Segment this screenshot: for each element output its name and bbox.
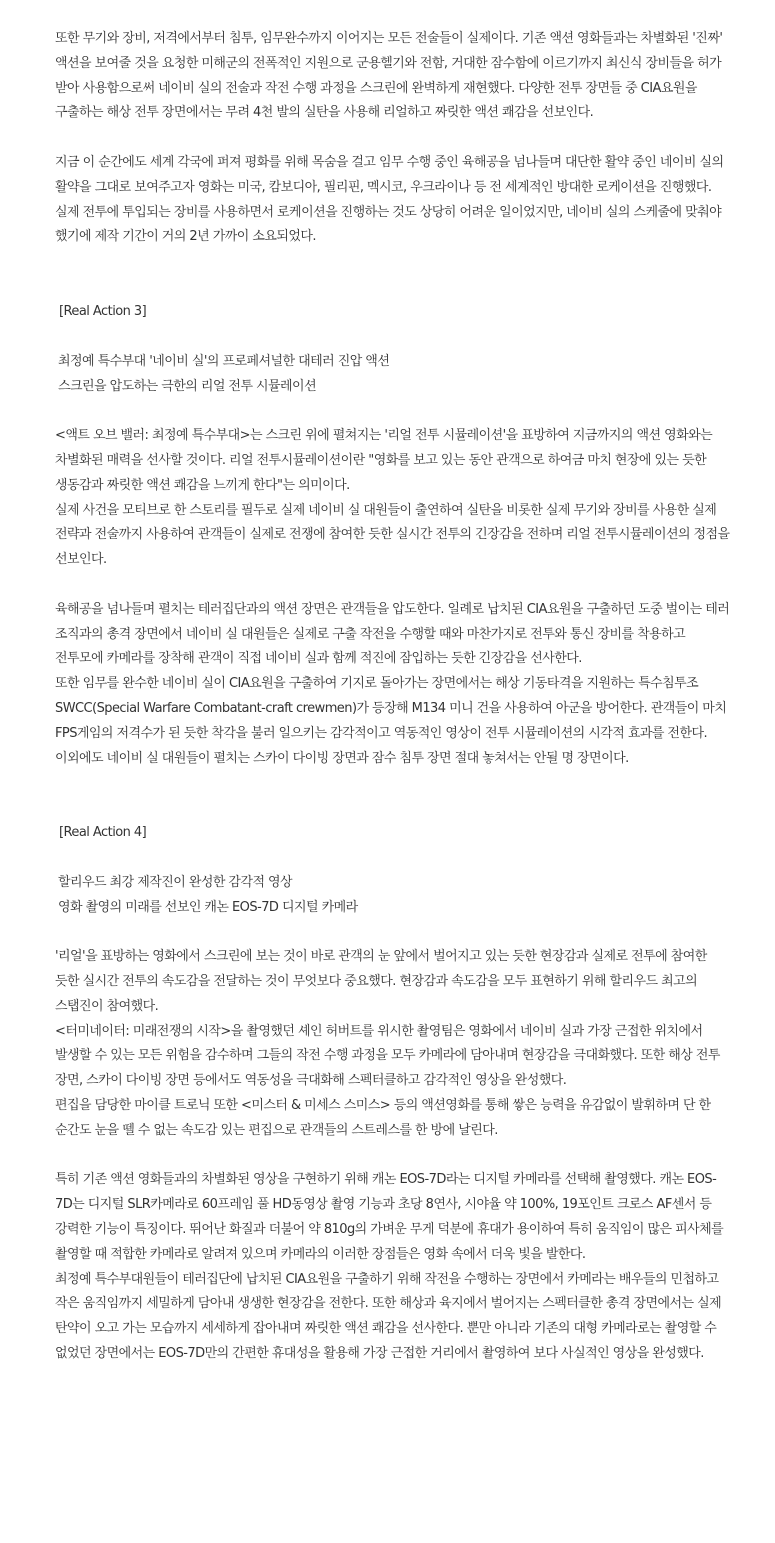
real-action-3-paragraph-1: <액트 오브 밸러: 최정예 특수부대>는 스크린 위에 펼쳐지는 '리얼 전투 시뮬레이션'을 표방하여 지금까지의 액션 영화와는 차별화된 매력을 선사할 것이다. 리얼 전투시뮬레이션이란 "영화를 보고 있는 동안 관객으로 하여금 마치 현장에 있는 듯한 생동감과 짜릿한 액션 쾌감을 느끼게 한다"는 의미이다. (55, 428, 713, 493)
intro-paragraph-1: 또한 무기와 장비, 저격에서부터 침투, 임무완수까지 이어지는 모든 전술들이 실제이다. 기존 액션 영화들과는 차별화된 '진짜' 액션을 보여줄 것을 요청한 미해군의 전폭적인 지원으로 군용헬기와 전함, 거대한 잠수함에 이르기까지 최신식 장비들을 허가 받아 사용함으로써 네이비 실의 전술과 작전 수행 과정을 스크린에 완벽하게 재현했다. 다양한 전투 장면들 중 CIA요원을 구출하는 해상 전투 장면에서는 무려 4천 발의 실탄을 사용해 리얼하고 짜릿한 액션 쾌감을 선보인다. (55, 31, 723, 121)
real-action-4-paragraph-2: <터미네이터: 미래전쟁의 시작>을 촬영했던 셰인 허버트를 위시한 촬영팀은 영화에서 네이비 실과 가장 근접한 위치에서 발생할 수 있는 모든 위험을 감수하며 그들의 작전 수행 과정을 모두 카메라에 담아내며 현장감을 극대화했다. 또한 해상 전투 장면, 스카이 다이빙 장면 등에서도 역동성을 극대화해 스펙터클하고 감각적인 영상을 완성했다. (55, 1023, 720, 1089)
real-action-4-subtitle-1: 할리우드 최강 제작진이 완성한 감각적 영상 (58, 874, 293, 890)
paragraph-spacer (55, 846, 731, 871)
section-spacer (55, 250, 731, 300)
paragraph-spacer (55, 126, 731, 151)
paragraph-spacer (55, 921, 731, 946)
real-action-4-paragraph-1: '리얼'을 표방하는 영화에서 스크린에 보는 것이 바로 관객의 눈 앞에서 벌어지고 있는 듯한 현장감과 실제로 전투에 참여한 듯한 실시간 전투의 속도감을 전달하는 것이 무엇보다 중요했다. 현장감과 속도감을 모두 표현하기 위해 할리우드 최고의 스탭진이 참여했다. (55, 949, 707, 1014)
real-action-4-paragraph-5: 최정예 특수부대원들이 테러집단에 납치된 CIA요원을 구출하기 위해 작전을 수행하는 장면에서 카메라는 배우들의 민첩하고 작은 움직임까지 세밀하게 담아내 생생한 현장감을 전한다. 또한 해상과 육지에서 벌어지는 스펙터클한 총격 장면에서는 실제 탄약이 오고 가는 모습까지 세세하게 잡아내며 짜릿한 액션 쾌감을 선사한다. 뿐만 아니라 기존의 대형 카메라로는 촬영할 수 없었던 장면에서는 EOS-7D만의 간편한 휴대성을 활용해 가장 근접한 거리에서 촬영하여 보다 사실적인 영상을 완성했다. (55, 1271, 722, 1362)
paragraph-spacer (55, 1144, 731, 1169)
real-action-3-subtitle-2: 스크린을 압도하는 극한의 리얼 전투 시뮬레이션 (58, 378, 317, 394)
paragraph-spacer (55, 325, 731, 350)
paragraph-spacer (55, 573, 731, 598)
real-action-4-heading: [Real Action 4] (59, 825, 147, 841)
real-action-3-paragraph-3: 육해공을 넘나들며 펼치는 테러집단과의 액션 장면은 관객들을 압도한다. 일례로 납치된 CIA요원을 구출하던 도중 벌이는 테러 조직과의 총격 장면에서 네이비 실 대원들은 실제로 구출 작전을 수행할 때와 마찬가지로 전투와 통신 장비를 착용하고 전투모에 카메라를 장착해 관객이 직접 네이비 실과 함께 적진에 잠입하는 듯한 긴장감을 선사한다. (55, 601, 730, 667)
real-action-3-paragraph-4: 또한 임무를 완수한 네이비 실이 CIA요원을 구출하여 기지로 돌아가는 장면에서는 해상 기동타격을 지원하는 특수침투조 SWCC(Special Warfare Combatant-craft crewmen)가 등장해 M134 미니 건을 사용하여 아군을 방어한다. 관객들이 마치 FPS게임의 저격수가 된 듯한 착각을 불러 일으키는 감각적이고 역동적인 영상이 전투 시뮬레이션의 시각적 효과를 전한다. 이외에도 네이비 실 대원들이 펼치는 스카이 다이빙 장면과 잠수 침투 장면 절대 놓쳐서는 안될 명 장면이다. (55, 676, 727, 766)
section-spacer (55, 771, 731, 821)
paragraph-spacer (55, 399, 731, 424)
real-action-3-paragraph-2: 실제 사건을 모티브로 한 스토리를 필두로 실제 네이비 실 대원들이 출연하여 실탄을 비롯한 실제 무기와 장비를 사용한 실제 전략과 전술까지 사용하여 관객들이 실제로 전쟁에 참여한 듯한 실시간 전투의 긴장감을 전하며 리얼 전투시뮬레이션의 정점을 선보인다. (55, 502, 730, 568)
real-action-3-subtitle-1: 최정예 특수부대 '네이비 실'의 프로페셔널한 대테러 진압 액션 (58, 353, 390, 369)
real-action-4-paragraph-4: 특히 기존 액션 영화들과의 차별화된 영상을 구현하기 위해 캐논 EOS-7D라는 디지털 카메라를 선택해 촬영했다. 캐논 EOS-7D는 디지털 SLR카메라로 60프레임 풀 HD동영상 촬영 기능과 초당 8연사, 시야율 약 100%, 19포인트 크로스 AF센서 등 강력한 기능이 특징이다. 뛰어난 화질과 더불어 약 810g의 가벼운 무게 덕분에 휴대가 용이하여 특히 움직임이 많은 피사체를 촬영할 때 적합한 카메라로 알려져 있으며 카메라의 이러한 장점들은 영화 속에서 더욱 빛을 발한다. (55, 1172, 724, 1262)
real-action-4-subtitle-2: 영화 촬영의 미래를 선보인 캐논 EOS-7D 디지털 카메라 (58, 899, 358, 915)
real-action-3-heading: [Real Action 3] (59, 304, 147, 320)
real-action-4-paragraph-3: 편집을 담당한 마이클 트로닉 또한 <미스터 & 미세스 스미스> 등의 액션영화를 통해 쌓은 능력을 유감없이 발휘하며 단 한 순간도 눈을 뗄 수 없는 속도감 있는 편집으로 관객들의 스트레스를 한 방에 날린다. (55, 1098, 711, 1138)
intro-paragraph-2: 지금 이 순간에도 세계 각국에 퍼져 평화를 위해 목숨을 걸고 임무 수행 중인 육해공을 넘나들며 대단한 활약 중인 네이비 실의 활약을 그대로 보여주고자 영화는 미국, 캄보디아, 필리핀, 멕시코, 우크라이나 등 전 세계적인 방대한 로케이션을 진행했다. 실제 전투에 투입되는 장비를 사용하면서 로케이션을 진행하는 것도 상당히 어려운 일이었지만, 네이비 실의 스케줄에 맞춰야 했기에 제작 기간이 거의 2년 가까이 소요되었다. (55, 154, 724, 245)
